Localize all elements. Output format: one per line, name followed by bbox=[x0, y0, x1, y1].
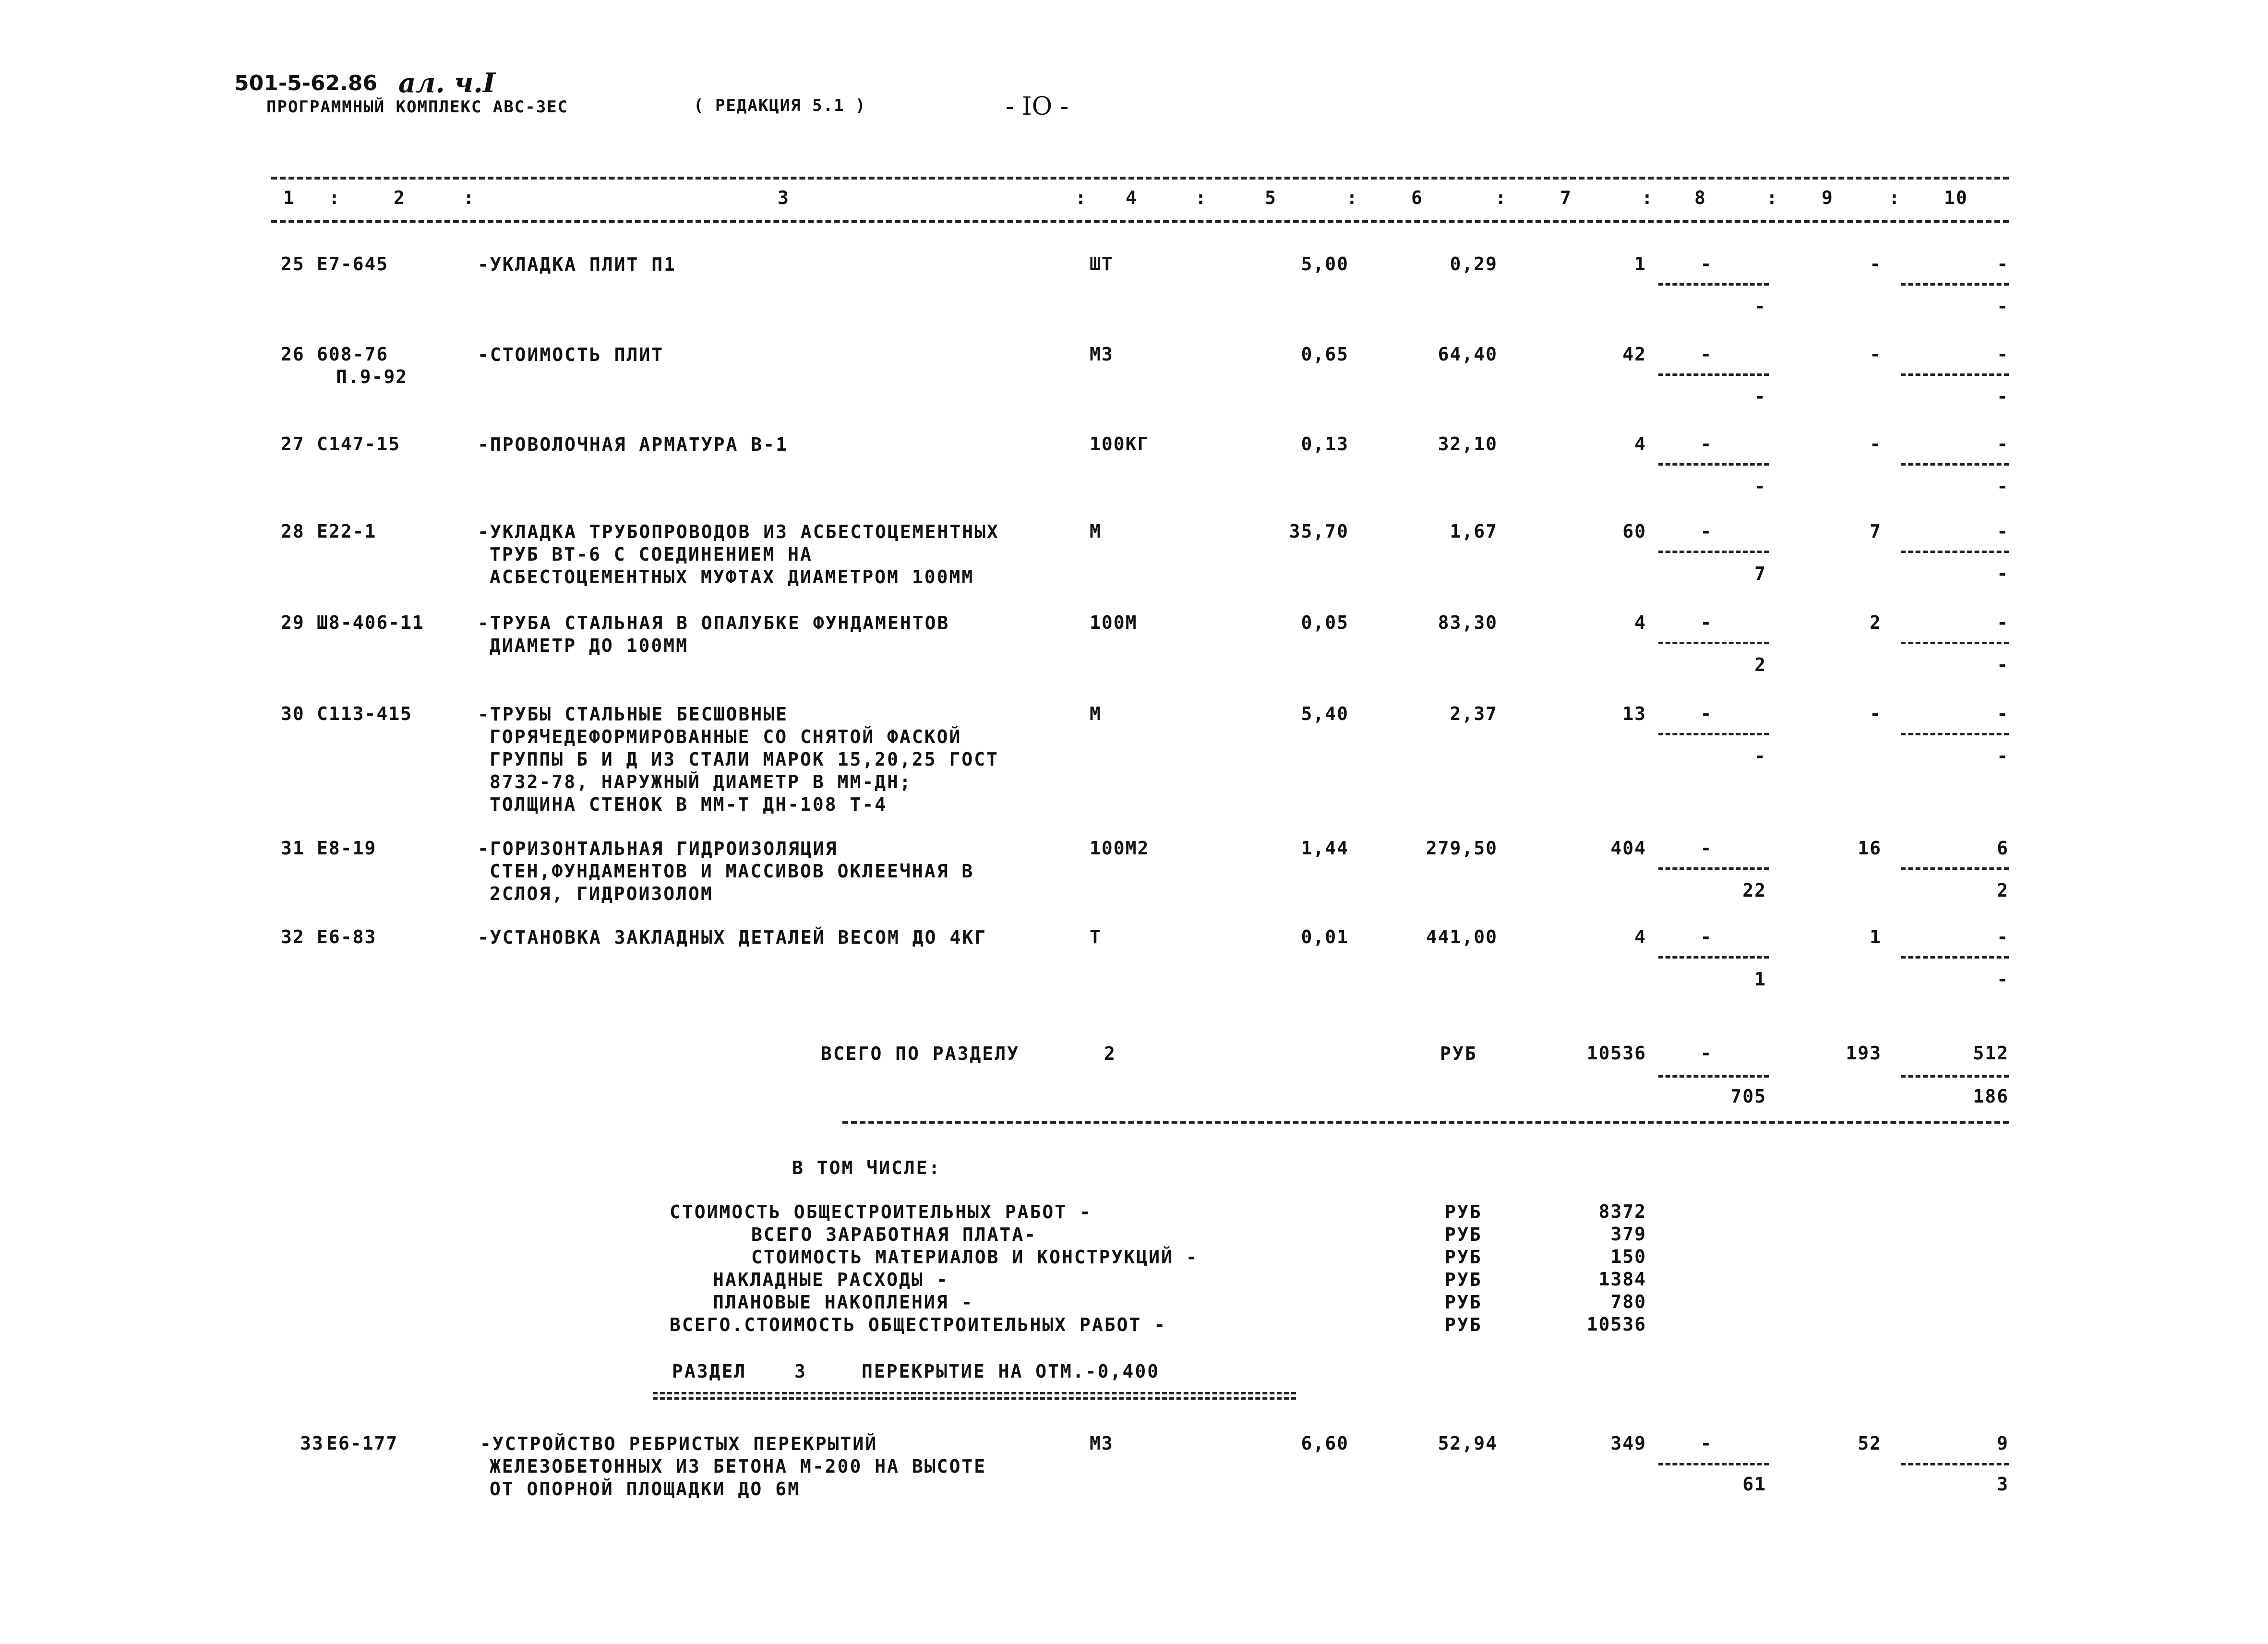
including-line-unit: РУБ bbox=[1445, 1224, 1482, 1245]
row-desc-line: -ПРОВОЛОЧНАЯ АРМАТУРА В-1 bbox=[478, 434, 788, 455]
row-price: 52,94 bbox=[1438, 1433, 1498, 1454]
col-sep: : bbox=[1346, 187, 1358, 208]
section-total-c9: 193 bbox=[1846, 1043, 1882, 1064]
row-c9: 2 bbox=[1870, 612, 1882, 633]
row-price: 83,30 bbox=[1438, 612, 1498, 633]
row-c9: - bbox=[1870, 344, 1882, 365]
row-total: 13 bbox=[1622, 703, 1646, 724]
col-sep: : bbox=[1495, 187, 1507, 208]
row-c10: - bbox=[1997, 433, 2009, 455]
section-total-c10: 512 bbox=[1973, 1043, 2009, 1064]
row-qty: 6,60 bbox=[1301, 1433, 1349, 1454]
page-number: - IO - bbox=[1006, 92, 1069, 121]
row-price: 0,29 bbox=[1450, 253, 1498, 275]
row-number: 31 bbox=[281, 838, 305, 859]
fraction-rule bbox=[1901, 283, 2009, 286]
fraction-rule bbox=[1658, 373, 1769, 376]
fraction-rule bbox=[1901, 956, 2009, 959]
row-price: 279,50 bbox=[1426, 838, 1498, 859]
row-total: 349 bbox=[1610, 1433, 1646, 1454]
row-qty: 0,13 bbox=[1301, 433, 1349, 455]
row-desc-line: АСБЕСТОЦЕМЕНТНЫХ МУФТАХ ДИАМЕТРОМ 100ММ bbox=[490, 566, 974, 588]
next-section-label: РАЗДЕЛ bbox=[672, 1361, 747, 1382]
fraction-rule bbox=[1901, 373, 2009, 376]
including-line-unit: РУБ bbox=[1445, 1201, 1482, 1223]
including-line-unit: РУБ bbox=[1445, 1269, 1482, 1290]
row-number: 28 bbox=[281, 521, 305, 542]
col-sep: : bbox=[329, 187, 341, 208]
row-price: 32,10 bbox=[1438, 433, 1498, 455]
row-qty: 0,05 bbox=[1301, 612, 1349, 633]
row-c8b: - bbox=[1754, 296, 1766, 317]
including-line-label: СТОИМОСТЬ ОБЩЕСТРОИТЕЛЬНЫХ РАБОТ - bbox=[670, 1201, 1092, 1223]
row-c8b: - bbox=[1754, 745, 1766, 767]
row-desc-line: ГОРЯЧЕДЕФОРМИРОВАННЫЕ СО СНЯТОЙ ФАСКОЙ bbox=[490, 726, 962, 747]
col-sep: : bbox=[463, 187, 475, 208]
row-qty: 0,01 bbox=[1301, 926, 1349, 948]
row-number: 25 bbox=[281, 253, 305, 275]
section-total-section: 2 bbox=[1104, 1043, 1116, 1064]
row-number: 27 bbox=[281, 433, 305, 455]
row-desc-line: 8732-78, НАРУЖНЫЙ ДИАМЕТР В ММ-ДН; bbox=[490, 771, 912, 792]
row-c10b: 3 bbox=[1997, 1474, 2009, 1495]
row-code: Е7-645 bbox=[317, 253, 389, 275]
row-code: Ш8-406-11 bbox=[317, 612, 424, 633]
row-total: 60 bbox=[1622, 521, 1646, 542]
col-sep: : bbox=[1642, 187, 1654, 208]
including-line-unit: РУБ bbox=[1445, 1292, 1482, 1313]
table-top-rule bbox=[271, 177, 2009, 180]
row-total: 404 bbox=[1610, 838, 1646, 859]
fraction-rule bbox=[1658, 956, 1769, 959]
row-desc-line: -УСТРОЙСТВО РЕБРИСТЫХ ПЕРЕКРЫТИЙ bbox=[480, 1433, 878, 1454]
row-desc-line: -ГОРИЗОНТАЛЬНАЯ ГИДРОИЗОЛЯЦИЯ bbox=[478, 838, 838, 859]
fraction-rule bbox=[1901, 463, 2009, 466]
row-unit: Т bbox=[1090, 926, 1102, 948]
row-c9: 52 bbox=[1858, 1433, 1882, 1454]
row-desc-line: ЖЕЛЕЗОБЕТОННЫХ ИЗ БЕТОНА М-200 НА ВЫСОТЕ bbox=[490, 1456, 987, 1477]
row-c10b: - bbox=[1997, 745, 2009, 767]
section-total-sum: 10536 bbox=[1586, 1043, 1646, 1064]
row-unit: М3 bbox=[1090, 344, 1114, 365]
row-unit: ШТ bbox=[1090, 253, 1114, 275]
fraction-rule bbox=[1658, 1463, 1769, 1465]
row-code-ref: П.9-92 bbox=[336, 366, 408, 387]
table-header-rule bbox=[271, 220, 2009, 223]
col-header-4: 4 bbox=[1126, 187, 1138, 208]
row-unit: 100КГ bbox=[1090, 433, 1150, 455]
row-c9: 16 bbox=[1858, 838, 1882, 859]
row-c8b: - bbox=[1754, 476, 1766, 497]
fraction-rule bbox=[1901, 551, 2009, 553]
row-unit: М bbox=[1090, 521, 1102, 542]
col-header-2: 2 bbox=[394, 187, 406, 208]
col-sep: : bbox=[1195, 187, 1207, 208]
including-line-label: ВСЕГО ЗАРАБОТНАЯ ПЛАТА- bbox=[751, 1224, 1037, 1245]
row-desc-line: СТЕН,ФУНДАМЕНТОВ И МАССИВОВ ОКЛЕЕЧНАЯ В bbox=[490, 861, 974, 882]
col-sep: : bbox=[1075, 187, 1087, 208]
row-number: 33 bbox=[300, 1433, 324, 1454]
row-desc-line: -ТРУБЫ СТАЛЬНЫЕ БЕСШОВНЫЕ bbox=[478, 704, 788, 725]
col-header-3: 3 bbox=[778, 187, 790, 208]
doc-code: 501-5-62.86 bbox=[234, 71, 378, 96]
row-desc-line: ТРУБ ВТ-6 С СОЕДИНЕНИЕМ НА bbox=[490, 544, 813, 565]
including-line-value: 10536 bbox=[1586, 1314, 1646, 1335]
row-price: 1,67 bbox=[1450, 521, 1498, 542]
row-c8: - bbox=[1700, 926, 1713, 948]
row-desc-line: -УСТАНОВКА ЗАКЛАДНЫХ ДЕТАЛЕЙ ВЕСОМ ДО 4КГ bbox=[478, 927, 987, 948]
row-c8b: - bbox=[1754, 386, 1766, 407]
row-total: 42 bbox=[1622, 344, 1646, 365]
row-desc-line: ОТ ОПОРНОЙ ПЛОЩАДКИ ДО 6М bbox=[490, 1478, 800, 1500]
row-code: С113-415 bbox=[317, 703, 413, 724]
fraction-rule bbox=[1901, 642, 2009, 644]
row-c9: - bbox=[1870, 433, 1882, 455]
including-line-unit: РУБ bbox=[1445, 1247, 1482, 1268]
row-c9: - bbox=[1870, 253, 1882, 275]
row-c9: 1 bbox=[1870, 926, 1882, 948]
col-header-7: 7 bbox=[1560, 187, 1572, 208]
row-desc-line: -СТОИМОСТЬ ПЛИТ bbox=[478, 344, 664, 365]
row-total: 4 bbox=[1634, 926, 1646, 948]
row-c8b: 2 bbox=[1754, 654, 1766, 675]
row-qty: 5,40 bbox=[1301, 703, 1349, 724]
row-c8: - bbox=[1700, 344, 1713, 365]
row-c10b: - bbox=[1997, 296, 2009, 317]
fraction-rule bbox=[1658, 463, 1769, 466]
including-line-value: 379 bbox=[1610, 1224, 1646, 1245]
row-c8: - bbox=[1700, 1433, 1713, 1454]
including-title: В ТОМ ЧИСЛЕ: bbox=[792, 1157, 941, 1178]
including-line-label: ВСЕГО.СТОИМОСТЬ ОБЩЕСТРОИТЕЛЬНЫХ РАБОТ - bbox=[670, 1314, 1167, 1335]
row-c10b: 2 bbox=[1997, 880, 2009, 901]
row-c10b: - bbox=[1997, 476, 2009, 497]
including-line-label: ПЛАНОВЫЕ НАКОПЛЕНИЯ - bbox=[713, 1292, 974, 1313]
row-unit: М bbox=[1090, 703, 1102, 724]
row-c10: - bbox=[1997, 926, 2009, 948]
row-unit: М3 bbox=[1090, 1433, 1114, 1454]
fraction-rule bbox=[1658, 733, 1769, 735]
col-header-8: 8 bbox=[1694, 187, 1706, 208]
program-name: ПРОГРАММНЫЙ КОМПЛЕКС АВС-3ЕС bbox=[266, 97, 569, 117]
row-qty: 5,00 bbox=[1301, 253, 1349, 275]
row-c9: - bbox=[1870, 703, 1882, 724]
including-line-value: 8372 bbox=[1598, 1201, 1646, 1222]
row-code: Е6-83 bbox=[317, 926, 377, 948]
section-total-c10b: 186 bbox=[1973, 1086, 2009, 1107]
including-line-unit: РУБ bbox=[1445, 1314, 1482, 1335]
row-code: 608-76 bbox=[317, 344, 389, 365]
section-total-rule bbox=[842, 1121, 2009, 1124]
fraction-rule bbox=[1658, 551, 1769, 553]
row-qty: 1,44 bbox=[1301, 838, 1349, 859]
row-c8b: 22 bbox=[1742, 880, 1766, 901]
fraction-rule bbox=[1658, 867, 1769, 870]
row-qty: 35,70 bbox=[1289, 521, 1349, 542]
including-line-label: НАКЛАДНЫЕ РАСХОДЫ - bbox=[713, 1269, 949, 1290]
row-unit: 100М2 bbox=[1090, 838, 1150, 859]
fraction-rule bbox=[1658, 1075, 1769, 1078]
row-c10: - bbox=[1997, 703, 2009, 724]
program-edition: ( РЕДАКЦИЯ 5.1 ) bbox=[694, 96, 866, 115]
section-total-c8b: 705 bbox=[1730, 1086, 1766, 1107]
row-c10: 6 bbox=[1997, 838, 2009, 859]
row-desc-line: -УКЛАДКА ТРУБОПРОВОДОВ ИЗ АСБЕСТОЦЕМЕНТНЫХ bbox=[478, 521, 999, 542]
section-total-c8: - bbox=[1700, 1043, 1713, 1064]
fraction-rule bbox=[1901, 1075, 2009, 1078]
row-c10: - bbox=[1997, 253, 2009, 275]
row-c10b: - bbox=[1997, 386, 2009, 407]
row-c9: 7 bbox=[1870, 521, 1882, 542]
row-c10b: - bbox=[1997, 563, 2009, 584]
row-qty: 0,65 bbox=[1301, 344, 1349, 365]
row-c10: - bbox=[1997, 344, 2009, 365]
row-number: 29 bbox=[281, 612, 305, 633]
col-header-1: 1 bbox=[283, 187, 295, 208]
row-c8: - bbox=[1700, 838, 1713, 859]
col-header-10: 10 bbox=[1944, 187, 1968, 208]
fraction-rule bbox=[1901, 867, 2009, 870]
row-price: 441,00 bbox=[1426, 926, 1498, 948]
row-unit: 100М bbox=[1090, 612, 1138, 633]
row-c10: 9 bbox=[1997, 1433, 2009, 1454]
album-handwritten: ал. ч.I bbox=[398, 67, 495, 99]
row-number: 32 bbox=[281, 926, 305, 948]
row-code: С147-15 bbox=[317, 433, 401, 455]
row-c8: - bbox=[1700, 612, 1713, 633]
row-number: 30 bbox=[281, 703, 305, 724]
row-c8b: 7 bbox=[1754, 563, 1766, 584]
fraction-rule bbox=[1658, 283, 1769, 286]
next-section-number: 3 bbox=[794, 1361, 807, 1382]
row-c10b: - bbox=[1997, 654, 2009, 675]
row-c8b: 1 bbox=[1754, 969, 1766, 990]
section-total-unit: РУБ bbox=[1440, 1043, 1477, 1064]
including-line-label: СТОИМОСТЬ МАТЕРИАЛОВ И КОНСТРУКЦИЙ - bbox=[751, 1247, 1199, 1268]
fraction-rule bbox=[1901, 733, 2009, 735]
row-c8: - bbox=[1700, 433, 1713, 455]
row-price: 2,37 bbox=[1450, 703, 1498, 724]
row-total: 1 bbox=[1634, 253, 1646, 275]
row-total: 4 bbox=[1634, 433, 1646, 455]
row-c8b: 61 bbox=[1742, 1474, 1766, 1495]
row-number: 26 bbox=[281, 344, 305, 365]
row-code: Е6-177 bbox=[326, 1433, 398, 1454]
row-total: 4 bbox=[1634, 612, 1646, 633]
row-desc-line: ДИАМЕТР ДО 100ММ bbox=[490, 635, 689, 656]
next-section-title: ПЕРЕКРЫТИЕ НА ОТМ.-0,400 bbox=[862, 1361, 1160, 1382]
row-c10: - bbox=[1997, 612, 2009, 633]
col-header-5: 5 bbox=[1265, 187, 1277, 208]
next-section-rule bbox=[653, 1392, 1296, 1400]
row-c8: - bbox=[1700, 521, 1713, 542]
row-desc-line: -ТРУБА СТАЛЬНАЯ В ОПАЛУБКЕ ФУНДАМЕНТОВ bbox=[478, 612, 950, 634]
including-line-value: 1384 bbox=[1598, 1269, 1646, 1290]
row-desc-line: ГРУППЫ Б И Д ИЗ СТАЛИ МАРОК 15,20,25 ГОСТ bbox=[490, 749, 999, 770]
col-sep: : bbox=[1766, 187, 1778, 208]
fraction-rule bbox=[1658, 642, 1769, 644]
col-header-6: 6 bbox=[1411, 187, 1423, 208]
section-total-label: ВСЕГО ПО РАЗДЕЛУ bbox=[821, 1043, 1020, 1064]
col-sep: : bbox=[1889, 187, 1901, 208]
row-c10: - bbox=[1997, 521, 2009, 542]
including-line-value: 780 bbox=[1610, 1291, 1646, 1312]
row-c10b: - bbox=[1997, 969, 2009, 990]
row-c8: - bbox=[1700, 253, 1713, 275]
including-line-value: 150 bbox=[1610, 1246, 1646, 1267]
row-c8: - bbox=[1700, 703, 1713, 724]
row-code: Е8-19 bbox=[317, 838, 377, 859]
row-price: 64,40 bbox=[1438, 344, 1498, 365]
row-code: Е22-1 bbox=[317, 521, 377, 542]
row-desc-line: -УКЛАДКА ПЛИТ П1 bbox=[478, 254, 677, 275]
row-desc-line: 2СЛОЯ, ГИДРОИЗОЛОМ bbox=[490, 883, 713, 904]
row-desc-line: ТОЛЩИНА СТЕНОК В ММ-Т ДН-108 Т-4 bbox=[490, 794, 888, 815]
fraction-rule bbox=[1901, 1463, 2009, 1465]
col-header-9: 9 bbox=[1822, 187, 1834, 208]
